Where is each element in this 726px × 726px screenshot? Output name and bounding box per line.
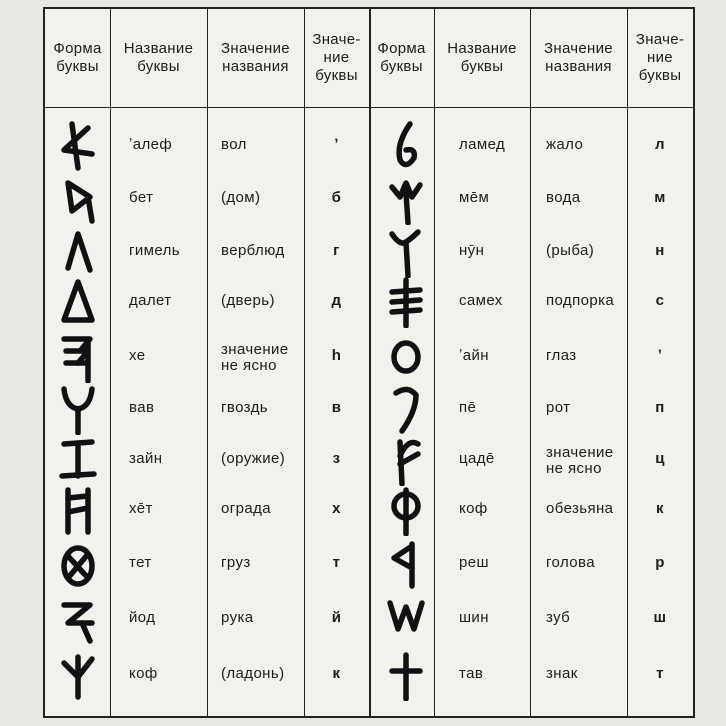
qof-letter-form-icon	[386, 484, 426, 541]
letter-value: д	[331, 292, 342, 309]
letter-value: к	[656, 500, 664, 517]
letter-name: вав	[129, 399, 155, 416]
name-meaning: знак	[546, 665, 578, 682]
center-divider	[369, 9, 371, 716]
letter-name: ʼайн	[459, 347, 489, 364]
letter-name: коф	[129, 665, 158, 682]
ayin-letter-form-icon	[386, 331, 426, 388]
header-meaning-right: Значение названия	[544, 40, 613, 75]
letter-value: ш	[653, 609, 667, 626]
letter-value: р	[655, 554, 665, 571]
tsade-letter-form-icon	[386, 434, 426, 491]
dalet-letter-form-icon	[58, 276, 98, 333]
column-divider	[434, 9, 435, 716]
name-meaning: верблюд	[221, 242, 285, 259]
letter-name: коф	[459, 500, 488, 517]
name-meaning: (оружие)	[221, 450, 286, 467]
letter-name: пе̄	[459, 399, 477, 416]
khet-letter-form-icon	[58, 484, 98, 541]
letter-name: шин	[459, 609, 489, 626]
name-meaning: глаз	[546, 347, 577, 364]
header-form-left: Форма буквы	[53, 40, 102, 75]
alphabet-table	[43, 7, 695, 718]
zayin-letter-form-icon	[58, 434, 98, 491]
resh-letter-form-icon	[386, 538, 426, 595]
letter-name: ме̄м	[459, 189, 490, 206]
nun-letter-form-icon	[386, 226, 426, 283]
letter-value: ʼ	[334, 136, 339, 153]
letter-name: гимель	[129, 242, 180, 259]
letter-value: н	[655, 242, 665, 259]
letter-name: цаде̄	[459, 450, 495, 467]
name-meaning: рот	[546, 399, 571, 416]
name-meaning: жало	[546, 136, 584, 153]
letter-name: самех	[459, 292, 503, 309]
letter-name: далет	[129, 292, 172, 309]
letter-name: ламед	[459, 136, 506, 153]
letter-value: в	[331, 399, 342, 416]
he-letter-form-icon	[58, 331, 98, 388]
kaf-letter-form-icon	[58, 649, 98, 706]
letter-name: нӯн	[459, 242, 485, 259]
letter-name: тет	[129, 554, 152, 571]
letter-value: л	[655, 136, 665, 153]
letter-value: h	[331, 347, 342, 364]
name-meaning: гвоздь	[221, 399, 268, 416]
letter-value: з	[332, 450, 341, 467]
shin-letter-form-icon	[386, 593, 426, 650]
alef-letter-form-icon	[58, 120, 98, 177]
letter-value: х	[332, 500, 341, 517]
header-name-right: Название буквы	[447, 40, 517, 75]
column-divider	[530, 9, 531, 716]
letter-value: к	[332, 665, 341, 682]
name-meaning: груз	[221, 554, 251, 571]
tav-letter-form-icon	[386, 649, 426, 706]
letter-value: г	[333, 242, 340, 259]
letter-name: йод	[129, 609, 156, 626]
letter-name: зайн	[129, 450, 163, 467]
name-meaning: значение не ясно	[546, 444, 614, 477]
letter-value: б	[331, 189, 342, 206]
gimel-letter-form-icon	[58, 226, 98, 283]
name-meaning: (дверь)	[221, 292, 275, 309]
header-letter-left: Значе- ние буквы	[312, 31, 361, 84]
header-form-right: Форма буквы	[377, 40, 426, 75]
name-meaning: голова	[546, 554, 595, 571]
name-meaning: вол	[221, 136, 247, 153]
tet-letter-form-icon	[58, 538, 98, 595]
letter-value: ц	[655, 450, 665, 467]
name-meaning: значение не ясно	[221, 341, 289, 374]
name-meaning: (рыба)	[546, 242, 595, 259]
header-letter-right: Значе- ние буквы	[635, 31, 685, 84]
letter-name: тав	[459, 665, 484, 682]
vav-letter-form-icon	[58, 383, 98, 440]
header-name-left: Название буквы	[123, 40, 194, 75]
header-meaning-left: Значение названия	[221, 40, 290, 75]
column-divider	[207, 9, 208, 716]
letter-name: хе	[129, 347, 146, 364]
name-meaning: зуб	[546, 609, 571, 626]
pe-letter-form-icon	[386, 383, 426, 440]
letter-name: хе̄т	[129, 500, 153, 517]
name-meaning: вода	[546, 189, 581, 206]
name-meaning: обезьяна	[546, 500, 614, 517]
column-divider	[110, 9, 111, 716]
name-meaning: подпорка	[546, 292, 615, 309]
bet-letter-form-icon	[58, 173, 98, 230]
lamed-letter-form-icon	[386, 120, 426, 177]
yod-letter-form-icon	[58, 593, 98, 650]
letter-value: й	[331, 609, 342, 626]
mem-letter-form-icon	[386, 173, 426, 230]
letter-value: п	[655, 399, 665, 416]
name-meaning: (ладонь)	[221, 665, 285, 682]
letter-value: с	[655, 292, 665, 309]
name-meaning: рука	[221, 609, 254, 626]
name-meaning: ограда	[221, 500, 271, 517]
letter-value: т	[332, 554, 341, 571]
letter-name: ʼалеф	[129, 136, 173, 153]
letter-value: ʼ	[657, 347, 663, 364]
letter-value: т	[656, 665, 664, 682]
letter-value: м	[654, 189, 666, 206]
letter-name: реш	[459, 554, 489, 571]
samekh-letter-form-icon	[386, 276, 426, 333]
letter-name: бет	[129, 189, 154, 206]
name-meaning: (дом)	[221, 189, 261, 206]
